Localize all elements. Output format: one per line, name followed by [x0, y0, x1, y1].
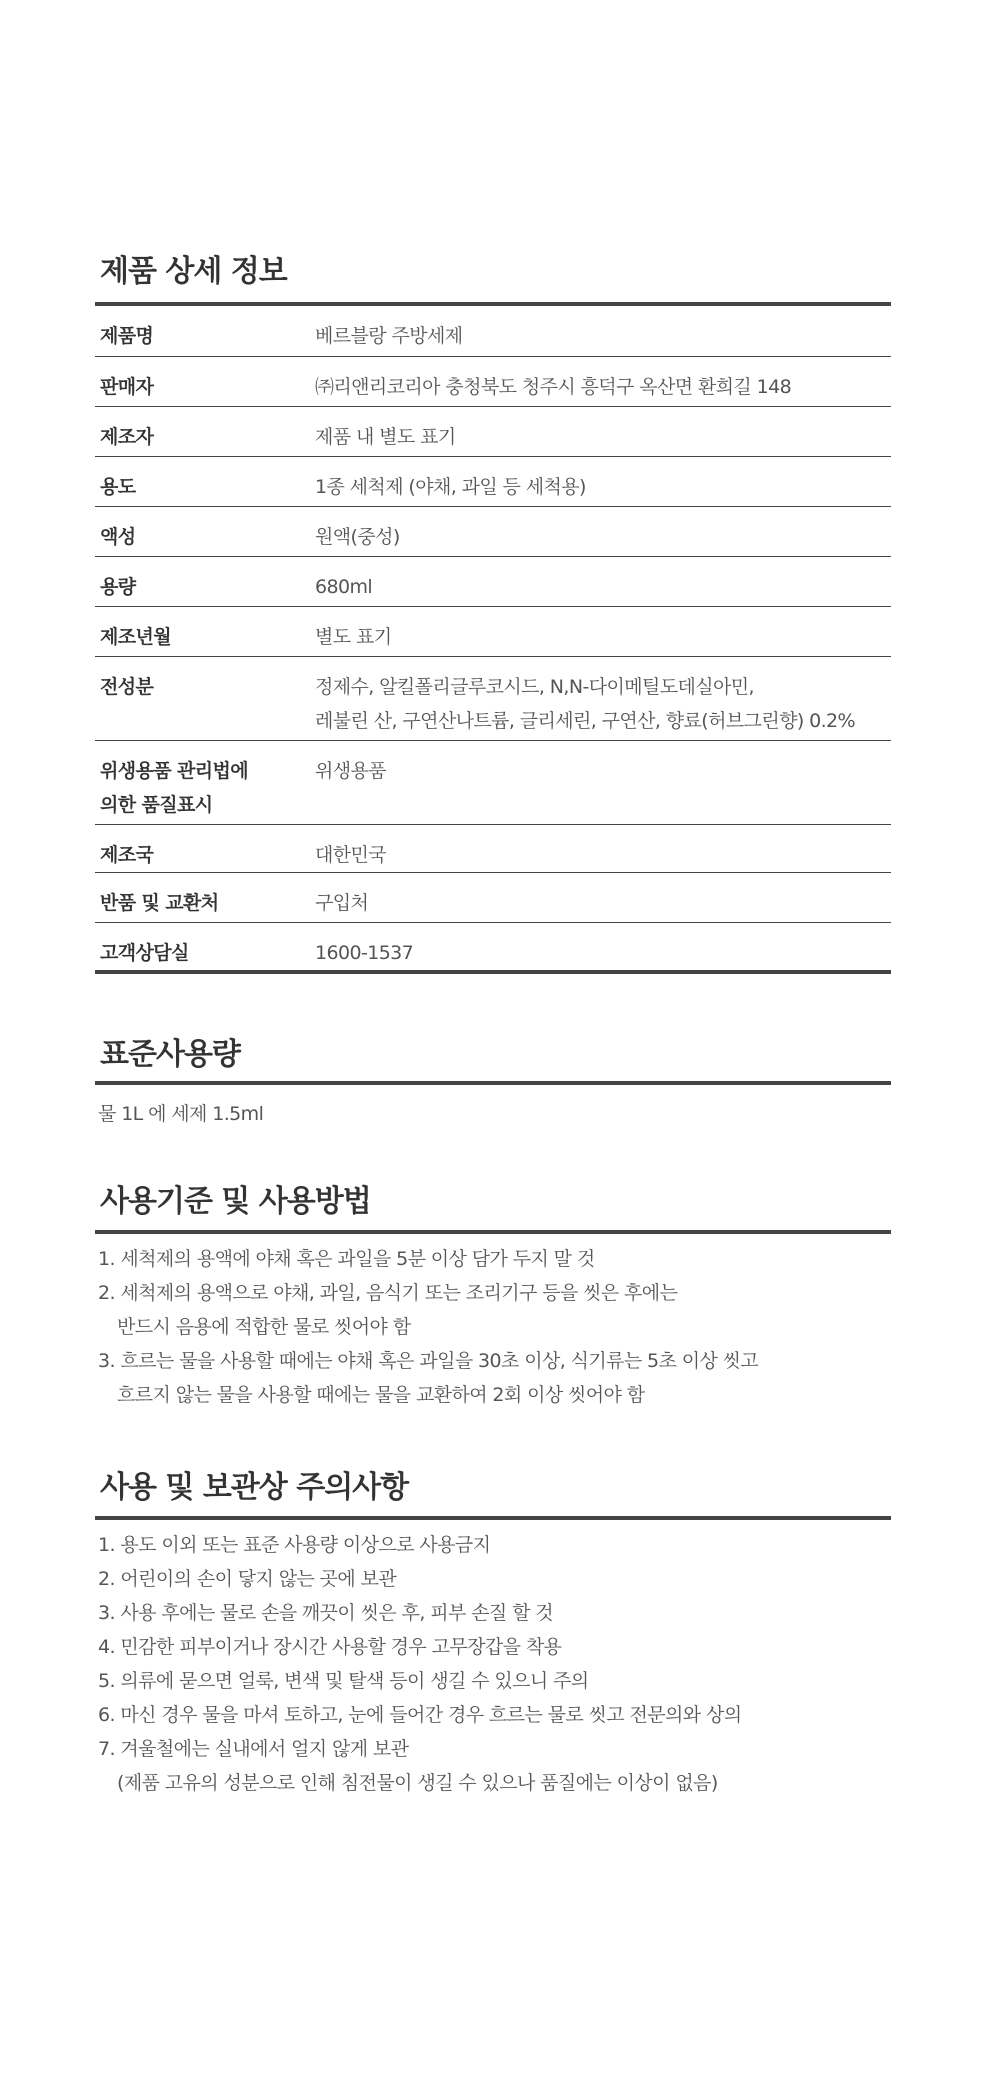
list-item	[98, 1242, 891, 1276]
row-value: 위생용품	[310, 740, 891, 824]
row-label-line: 위생용품 관리법에	[100, 759, 249, 782]
caution-section	[95, 1468, 891, 1800]
list-item	[98, 1630, 891, 1664]
section-title: 사용 및 보관상 주의사항	[100, 1470, 409, 1505]
list-item-text: 1. 용도 이외 또는 표준 사용량 이상으로 사용금지	[98, 1534, 491, 1556]
list-item-continuation: 반드시 음용에 적합한 물로 씻어야 함	[117, 1316, 411, 1338]
list-item	[98, 1698, 891, 1732]
section-title: 사용기준 및 사용방법	[100, 1184, 371, 1219]
usage-method-list	[95, 1234, 891, 1412]
row-value: 제품 내 별도 표기	[310, 406, 891, 456]
list-item	[98, 1664, 891, 1698]
table-row	[95, 606, 891, 656]
list-item-text: 4. 민감한 피부이거나 장시간 사용할 경우 고무장갑을 착용	[98, 1636, 562, 1658]
list-item	[98, 1596, 891, 1630]
row-value: 구입처	[310, 872, 891, 922]
caution-list	[95, 1520, 891, 1800]
row-value: 680ml	[310, 556, 891, 606]
list-item-text: 7. 겨울철에는 실내에서 얼지 않게 보관	[98, 1738, 409, 1760]
row-label: 용량	[95, 556, 310, 606]
row-value-line: 레불린 산, 구연산나트륨, 글리세린, 구연산, 향료(허브그린향) 0.2%	[315, 709, 855, 732]
row-label: 제조국	[95, 824, 310, 872]
table-row	[95, 506, 891, 556]
section-title: 제품 상세 정보	[100, 254, 287, 289]
list-item	[98, 1344, 891, 1412]
table-row	[95, 922, 891, 972]
table-row	[95, 740, 891, 824]
list-item-text: 2. 어린이의 손이 닿지 않는 곳에 보관	[98, 1568, 397, 1590]
row-value: 원액(중성)	[310, 506, 891, 556]
row-label-line: 의한 품질표시	[100, 793, 213, 816]
list-item-text: 3. 흐르는 물을 사용할 때에는 야채 혹은 과일을 30초 이상, 식기류는 5초 이상 씻고	[98, 1350, 759, 1372]
table-row	[95, 556, 891, 606]
table-row	[95, 306, 891, 356]
row-label: 반품 및 교환처	[95, 872, 310, 922]
section-title: 표준사용량	[100, 1037, 240, 1072]
row-label: 고객상담실	[95, 922, 310, 972]
table-row	[95, 456, 891, 506]
standard-usage-section	[95, 1035, 891, 1131]
usage-method-section	[95, 1182, 891, 1412]
list-item	[98, 1732, 891, 1800]
row-label: 판매자	[95, 356, 310, 406]
row-value: 베르블랑 주방세제	[310, 306, 891, 356]
table-row	[95, 356, 891, 406]
product-detail-section	[95, 252, 891, 974]
product-detail-table	[95, 306, 891, 974]
table-row	[95, 406, 891, 456]
list-item-text: 2. 세척제의 용액으로 야채, 과일, 음식기 또는 조리기구 등을 씻은 후에는	[98, 1282, 678, 1304]
table-row	[95, 656, 891, 740]
row-label: 용도	[95, 456, 310, 506]
row-label: 제품명	[95, 306, 310, 356]
row-label: 액성	[95, 506, 310, 556]
row-value: 대한민국	[310, 824, 891, 872]
list-item-text: 5. 의류에 묻으면 얼룩, 변색 및 탈색 등이 생길 수 있으니 주의	[98, 1670, 589, 1692]
row-value: 1600-1537	[310, 922, 891, 972]
list-item	[98, 1276, 891, 1344]
list-item-continuation: 흐르지 않는 물을 사용할 때에는 물을 교환하여 2회 이상 씻어야 함	[117, 1384, 645, 1406]
row-value: 별도 표기	[310, 606, 891, 656]
row-value: ㈜리앤리코리아 충청북도 청주시 흥덕구 옥산면 환희길 148	[310, 356, 891, 406]
row-value: 1종 세척제 (야채, 과일 등 세척용)	[310, 456, 891, 506]
table-row	[95, 872, 891, 922]
row-label: 전성분	[95, 656, 310, 740]
list-item-text: 6. 마신 경우 물을 마셔 토하고, 눈에 들어간 경우 흐르는 물로 씻고 전문의와 상의	[98, 1704, 742, 1726]
row-value	[310, 656, 891, 740]
row-label: 제조년월	[95, 606, 310, 656]
row-value-line: 정제수, 알킬폴리글루코시드, N,N-다이메틸도데실아민,	[315, 675, 754, 698]
list-item-text: 3. 사용 후에는 물로 손을 깨끗이 씻은 후, 피부 손질 할 것	[98, 1602, 554, 1624]
list-item	[98, 1562, 891, 1596]
list-item-continuation: (제품 고유의 성분으로 인해 침전물이 생길 수 있으나 품질에는 이상이 없음)	[117, 1772, 718, 1794]
table-row	[95, 824, 891, 872]
row-label	[95, 740, 310, 824]
list-item	[98, 1528, 891, 1562]
list-item-text: 1. 세척제의 용액에 야채 혹은 과일을 5분 이상 담가 두지 말 것	[98, 1248, 595, 1270]
row-label: 제조자	[95, 406, 310, 456]
standard-usage-text: 물 1L 에 세제 1.5ml	[98, 1103, 264, 1125]
